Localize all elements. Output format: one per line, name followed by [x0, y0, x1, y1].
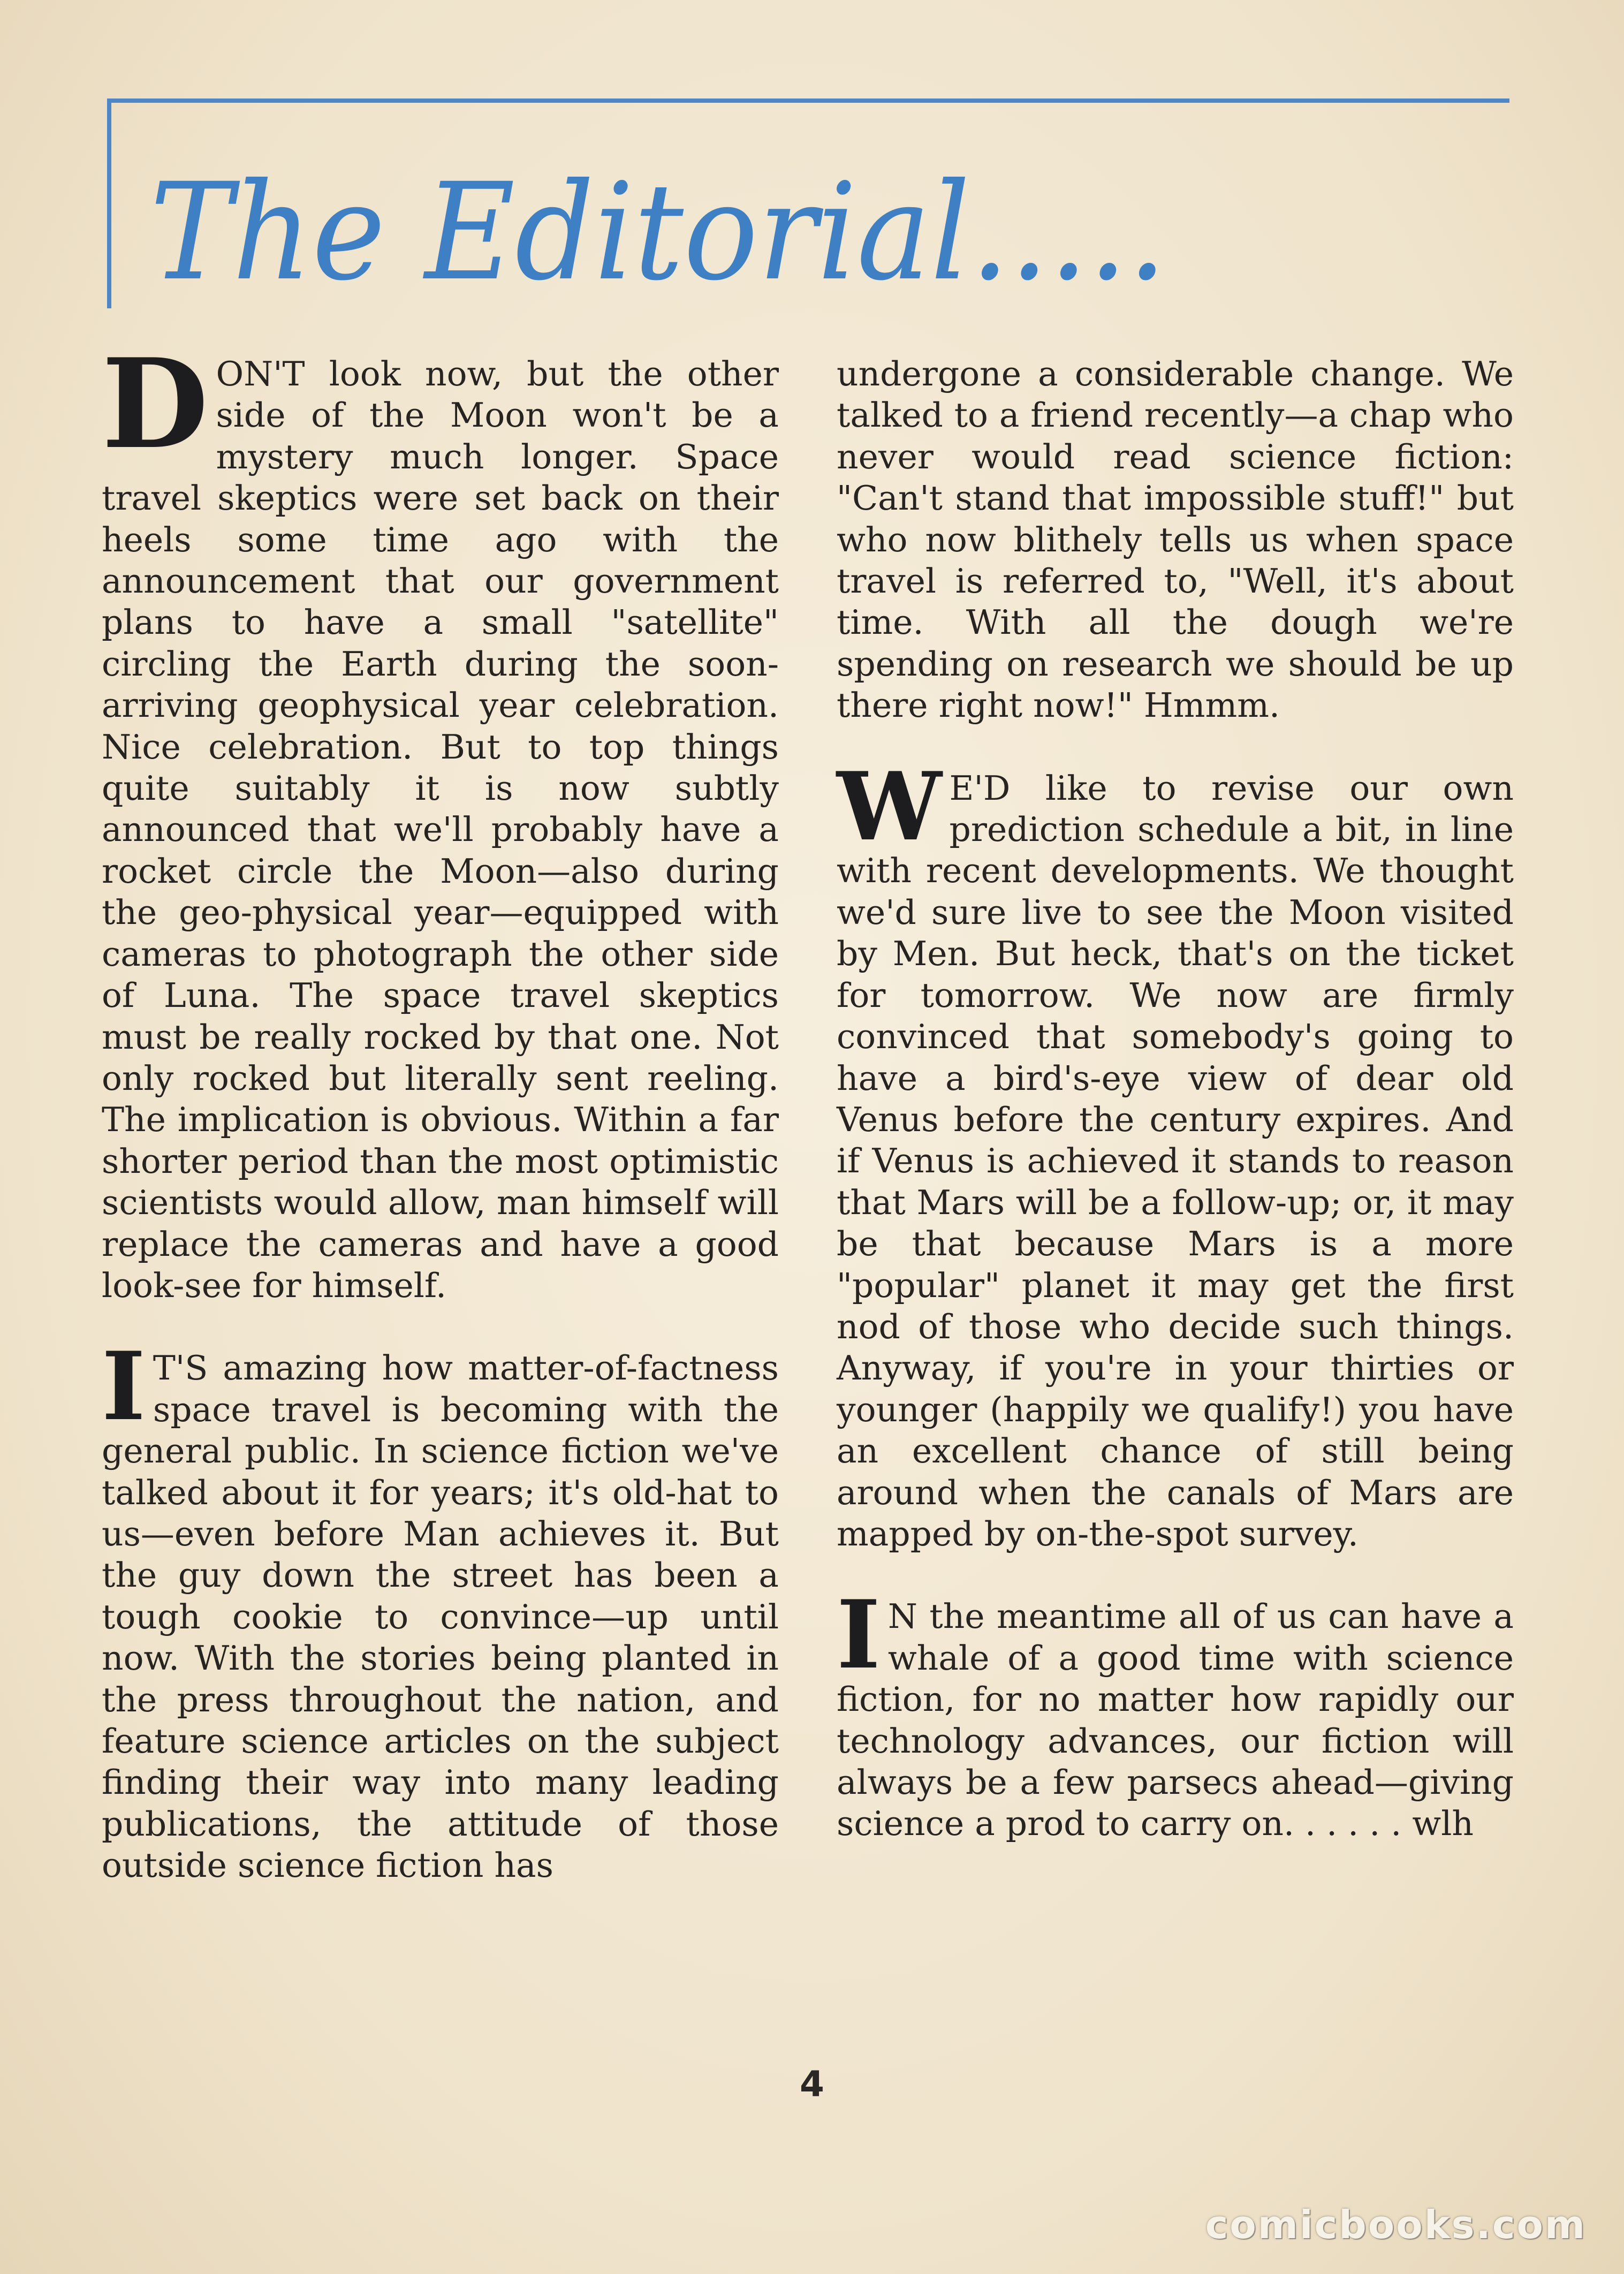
- masthead-title: The Editorial.....: [150, 154, 1167, 310]
- drop-cap: W: [837, 752, 942, 862]
- paragraph-text: E'D like to revise our own prediction schedule a bit, in line with recent developments. We thought we'd sure live to see the Moon visited by Men. But heck, that's on the ticket for tomorrow. We now are firmly convinced that somebody's going to have a bird's-eye view of dear old Venus before the century expires. And if Venus is achieved it stands to reason that Mars will be a follow-up; or, it may be that because Mars is a more "popular" planet it may get the first nod of those who decide such things. Anyway, if you're in your thirties or younger (happily we qualify!) you have an excellent chance of still being around when the canals of Mars are mapped by on-the-spot survey.: [837, 768, 1514, 1553]
- masthead-rule-left: [107, 98, 111, 308]
- right-column: [837, 353, 1514, 1845]
- drop-cap: I: [837, 1580, 881, 1691]
- masthead: [145, 118, 1429, 321]
- paragraph-text: undergone a considerable change. We talked to a friend recently—a chap who never would read science fiction: "Can't stand that impossible stuff!" but who now blithely tells us when space travel is referred to, "Well, it's about time. With all the dough we're spending on research we should be up there right now!" Hmmm.: [837, 354, 1514, 725]
- paragraph-text: T'S amazing how matter-of-factness space travel is becoming with the general public. In science fiction we've talked about it for years; it's old-hat to us—even before Man achieves it. But the guy down the street has been a tough cookie to convince—up until now. With the stories being planted in the press throughout the nation, and feature science articles on the subject finding their way into many leading publications, the attitude of those outside science fiction has: [102, 1348, 779, 1885]
- paragraph: [102, 332, 779, 1306]
- paragraph-text: N the meantime all of us can have a whale of a good time with science fiction, for no matter how rapidly our technology advances, our fiction will always be a few parsecs ahead—giving science a prod to carry on. . . . . . wlh: [837, 1597, 1514, 1844]
- paragraph: [837, 752, 1514, 1555]
- left-column: [102, 332, 779, 1886]
- masthead-svg: [145, 118, 1429, 321]
- paragraph-text: ON'T look now, but the other side of the Moon won't be a mystery much longer. Space travel skeptics were set back on their heels some time ago with the announcement that our government plans to have a small "satellite" circling the Earth during the soon-arriving geophysical year celebration. Nice celebration. But to top things quite suitably it is now subtly announced that we'll probably have a rocket circle the Moon—also during the geo-physical year—equipped with cameras to photograph the other side of Luna. The space travel skeptics must be really rocked by that one. Not only rocked but literally sent reeling. The implication is obvious. Within a far shorter period than the most optimistic scientists would allow, man himself will replace the cameras and have a good look-see for himself.: [102, 354, 779, 1305]
- drop-cap: I: [102, 1332, 146, 1442]
- paragraph: [102, 1332, 779, 1886]
- watermark: comicbooks.com: [1205, 2202, 1587, 2247]
- paragraph: [837, 353, 1514, 726]
- paragraph: [837, 1580, 1514, 1844]
- masthead-rule-top: [109, 98, 1509, 103]
- page-number: 4: [800, 2064, 824, 2105]
- drop-cap: D: [102, 332, 209, 476]
